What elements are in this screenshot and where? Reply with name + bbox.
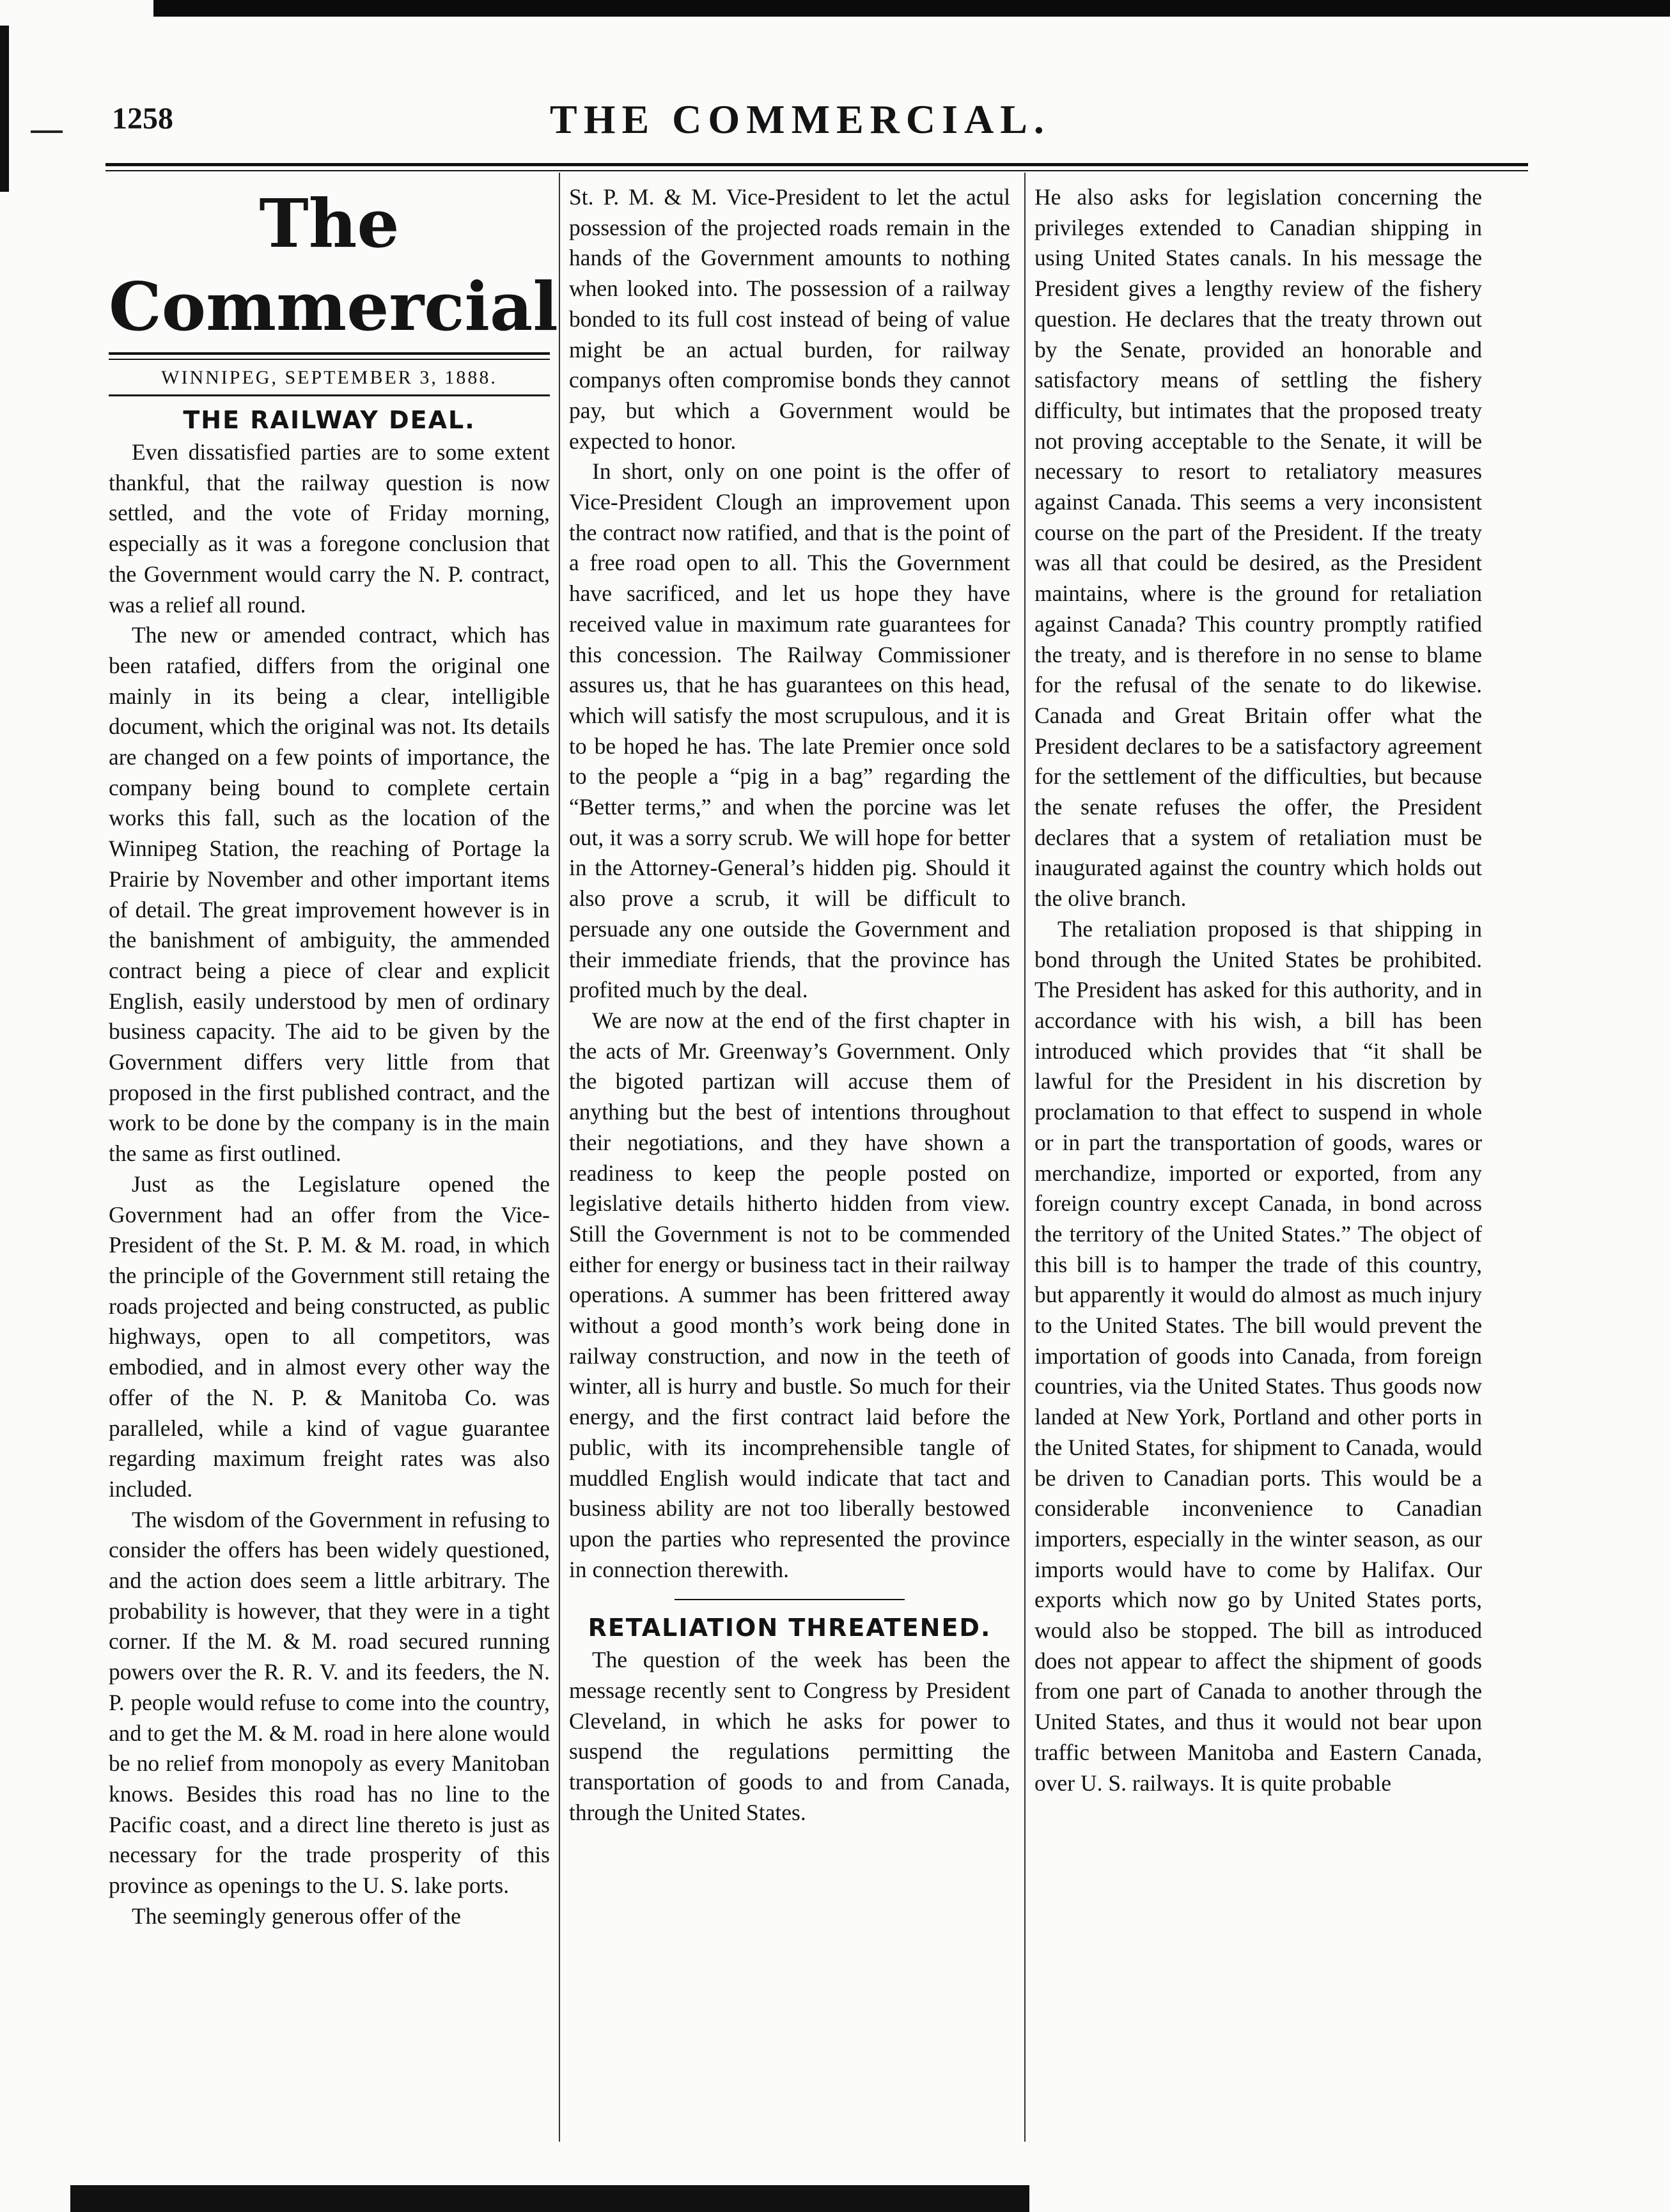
article-paragraph: In short, only on one point is the offer of Vice-President Clough an improvement upon the contract now ratified, and that is the point of a free road open to all. This the Government have sacrificed, and let us hope they have received value in maximum rate guarantees for this concession. The Railway Commissioner assures us, that he has guarantees on this head, which will satisfy the most scrupulous, and it is to be hoped he has. The late Premier once sold to the people a “pig in a bag” regarding the “Better terms,” and when the porcine was let out, it was a sorry scrub. We will hope for better in the Attorney-General’s hidden pig. Should it also prove a scrub, it will be difficult to persuade any one outside the Government and their immediate friends, that the province has profited much by the deal. — [569, 458, 1010, 1003]
article-paragraph: The retaliation proposed is that shipping in bond through the United States be prohibited. The President has asked for this authority, and in accordance with his wish, a bill has been introduced which provides that “it shall be lawful for the President in his discretion by proclamation to that effect to suspend in whole or in part the transportation of goods, wares or merchandize, imported or exported, from any foreign country except Canada, in bond across the territory of the United States.” The object of this bill is to hamper the trade of this country, but apparently it would do almost as much injury to the United States. The bill would prevent the importation of goods into Canada, from foreign countries, via the United States. Thus goods now landed at New York, Portland and other ports in the United States, for shipment to Canada, would be driven to Canadian ports. This would be a considerable inconvenience to Canadian importers, especially in the winter season, as our imports would have to come by Halifax. Our exports which now go by United States ports, would also be stopped. The bill as introduced does not appear to affect the shipment of goods from one part of Canada to another through the United States, and thus it would not bear upon traffic between Manitoba and Eastern Canada, over U. S. railways. It is quite probable — [1034, 915, 1482, 1796]
masthead-rule — [109, 352, 550, 360]
column-rule — [559, 173, 560, 2142]
dateline: WINNIPEG, SEPTEMBER 3, 1888. — [161, 367, 497, 388]
article-headline: RETALIATION THREATENED. — [588, 1614, 992, 1642]
page-number: 1258 — [112, 102, 173, 136]
article-paragraph-split: The seemingly generous offer of the — [132, 1903, 461, 1929]
scan-edge-left — [0, 26, 9, 192]
header-rule-thin — [105, 170, 1528, 171]
article-paragraph: Just as the Legislature opened the Government had an offer from the Vice-President of the St. P. M. & M. road, in which the principle of the Government still retaing the roads projected and being constructed, as public highways, open to all competitors, was embodied, and in almost every other way the offer of the N. P. & Manitoba Co. was paralleled, while a kind of vague guarantee regarding maximum freight rates was also included. — [109, 1171, 550, 1502]
article-headline: THE RAILWAY DEAL. — [183, 406, 476, 434]
scan-edge-bottom — [70, 2185, 1029, 2212]
running-head: THE COMMERCIAL. — [550, 97, 1050, 142]
article-paragraph: The new or amended contract, which has been ratafied, differs from the original one mainly in its being a clear, intelligible document, which the original was not. Its details are changed on a few points of importance, the company being bound to complete certain works this fall, such as the location of the Winnipeg Station, the reaching of Portage la Prairie by November and other important items of detail. The great improvement however is in the banishment of ambiguity, the ammended contract being a piece of clear and explicit English, easily understood by men of ordinary business capacity. The aid to be given by the Government differs very little from that proposed in the first published contract, and the work to be done by the company is in the main the same as first outlined. — [109, 622, 550, 1167]
margin-mark — [31, 130, 63, 133]
scan-edge-top — [153, 0, 1670, 17]
column-3 — [1034, 182, 1482, 1798]
column-rule — [1024, 173, 1026, 2142]
masthead-title: The Commercial — [109, 184, 558, 346]
article-divider — [675, 1599, 905, 1600]
column-1 — [109, 182, 558, 1931]
article-paragraph-split: The question of the week has been the message recently sent to Congress by President Cleveland, in which he asks for power to suspend the regulations permitting the transportation of goods to and from Canada, through the United States. — [569, 1647, 1010, 1825]
column-2 — [569, 182, 1010, 1828]
dateline-rule — [109, 394, 550, 396]
article-paragraph: We are now at the end of the first chapter in the acts of Mr. Greenway’s Government. Only the bigoted partizan will accuse them of anything but the best of intentions throughout their negotiations, and they have shown a readiness to keep the people posted on legislative details hitherto hidden from view. Still the Government is not to be commended either for energy or business tact in their railway operations. A summer has been frittered away without a good month’s work being done in railway construction, and now in the teeth of winter, all is hurry and bustle. So much for their energy, and the first contract laid before the public, with its incomprehensible tangle of muddled English would indicate that tact and business ability are not too liberally bestowed upon the parties who represented the province in connection therewith. — [569, 1007, 1010, 1582]
header-rule — [105, 163, 1528, 166]
article-paragraph-continued: St. P. M. & M. Vice-President to let the actul possession of the projected roads remain in the hands of the Government amounts to nothing when looked into. The possession of a railway bonded to its full cost instead of being of value might be an actual burden, for railway companys often compromise bonds they cannot pay, but which a Government would be expected to honor. — [569, 184, 1010, 454]
article-paragraph: The wisdom of the Government in refusing to consider the offers has been widely questioned, and the action does seem a little arbitrary. The probability is however, that they were in a tight corner. If the M. & M. road secured running powers over the R. R. V. and its feeders, the N. P. people would refuse to come into the country, and to get the M. & M. road in here alone would be no relief from monopoly as every Manitoban knows. Besides this road has no line to the Pacific coast, and a direct line thereto is just as necessary for the trade prosperity of this province as openings to the U. S. lake ports. — [109, 1506, 550, 1899]
article-paragraph-continued: He also asks for legislation concerning the privileges extended to Canadian shipping in using United States canals. In his message the President gives a lengthy review of the fishery question. He declares that the treaty thrown out by the Senate, provided an honorable and satisfactory means of settling the fishery difficulty, but intimates that the proposed treaty not proving acceptable to the Senate, it will be necessary to resort to retaliatory measures against Canada. This seems a very inconsistent course on the part of the President. If the treaty was all that could be desired, as the President maintains, where is the ground for retaliation against Canada? This country promptly ratified the treaty, and is therefore in no sense to blame for the refusal of the senate to do likewise. Canada and Great Britain offer what the President declares to be a satisfactory agreement for the settlement of the difficulties, but because the senate refuses the offer, the President declares that a system of retaliation must be inaugurated against the country which holds out the olive branch. — [1034, 184, 1482, 912]
article-paragraph: Even dissatisfied parties are to some extent thankful, that the railway question is now settled, and the vote of Friday morning, especially as it was a foregone conclusion that the Government would carry the N. P. contract, was a relief all round. — [109, 439, 550, 618]
